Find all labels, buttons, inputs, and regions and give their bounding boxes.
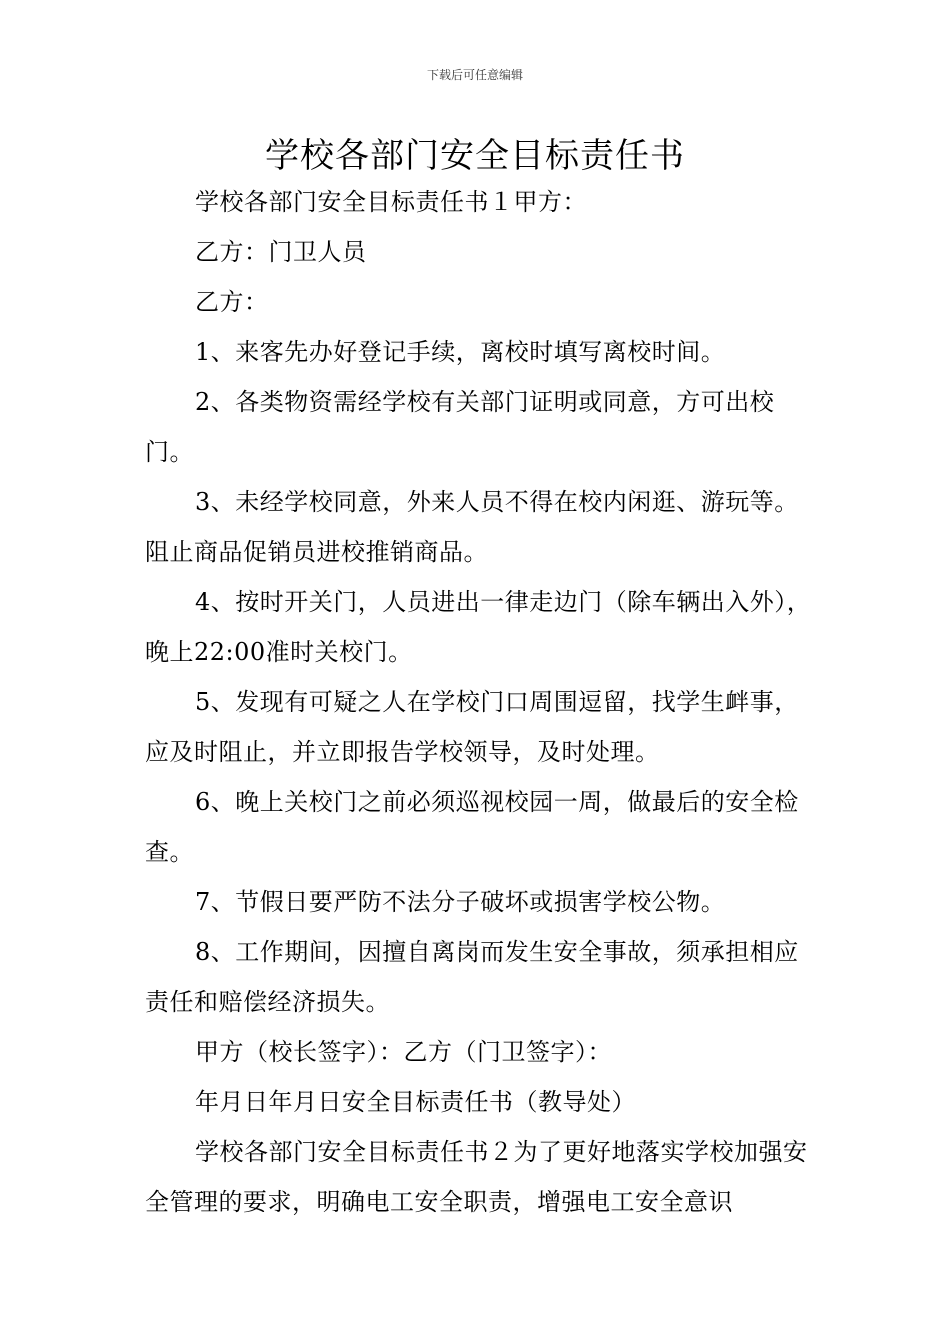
paragraph-item-5: 5、发现有可疑之人在学校门口周围逗留，找学生衅事，应及时阻止，并立即报告学校领导，及时处理。 (145, 688, 799, 766)
paragraph-item-4: 4、按时开关门，人员进出一律走边门（除车辆出入外），晚上22:00准时关校门。 (145, 588, 812, 666)
paragraph-item-6: 6、晚上关校门之前必须巡视校园一周，做最后的安全检查。 (145, 788, 799, 866)
paragraph-party-b: 乙方： (195, 288, 269, 316)
paragraph-item-2: 2、各类物资需经学校有关部门证明或同意，方可出校门。 (145, 388, 775, 466)
paragraph-signatures: 甲方（校长签字）：乙方（门卫签字）： (195, 1038, 612, 1066)
paragraph-section-2-intro: 学校各部门安全目标责任书２为了更好地落实学校加强安全管理的要求，明确电工安全职责，增强电工安全意识 (145, 1138, 808, 1216)
paragraph-intro: 学校各部门安全目标责任书１甲方： (195, 188, 587, 216)
paragraph-dates: 年月日年月日安全目标责任书（教导处） (195, 1088, 636, 1116)
paragraph-item-7: 7、节假日要严防不法分子破坏或损害学校公物。 (195, 888, 726, 916)
paragraph-party-b-role: 乙方：门卫人员 (195, 238, 367, 266)
paragraph-item-8: 8、工作期间，因擅自离岗而发生安全事故，须承担相应责任和赔偿经济损失。 (145, 938, 799, 1016)
document-title: 学校各部门安全目标责任书 (265, 136, 685, 176)
document-body (145, 177, 813, 1227)
header-note: 下载后可任意编辑 (426, 68, 523, 82)
paragraph-item-3: 3、未经学校同意，外来人员不得在校内闲逛、游玩等。阻止商品促销员进校推销商品。 (145, 488, 799, 566)
paragraph-item-1: 1、来客先办好登记手续，离校时填写离校时间。 (195, 338, 726, 366)
